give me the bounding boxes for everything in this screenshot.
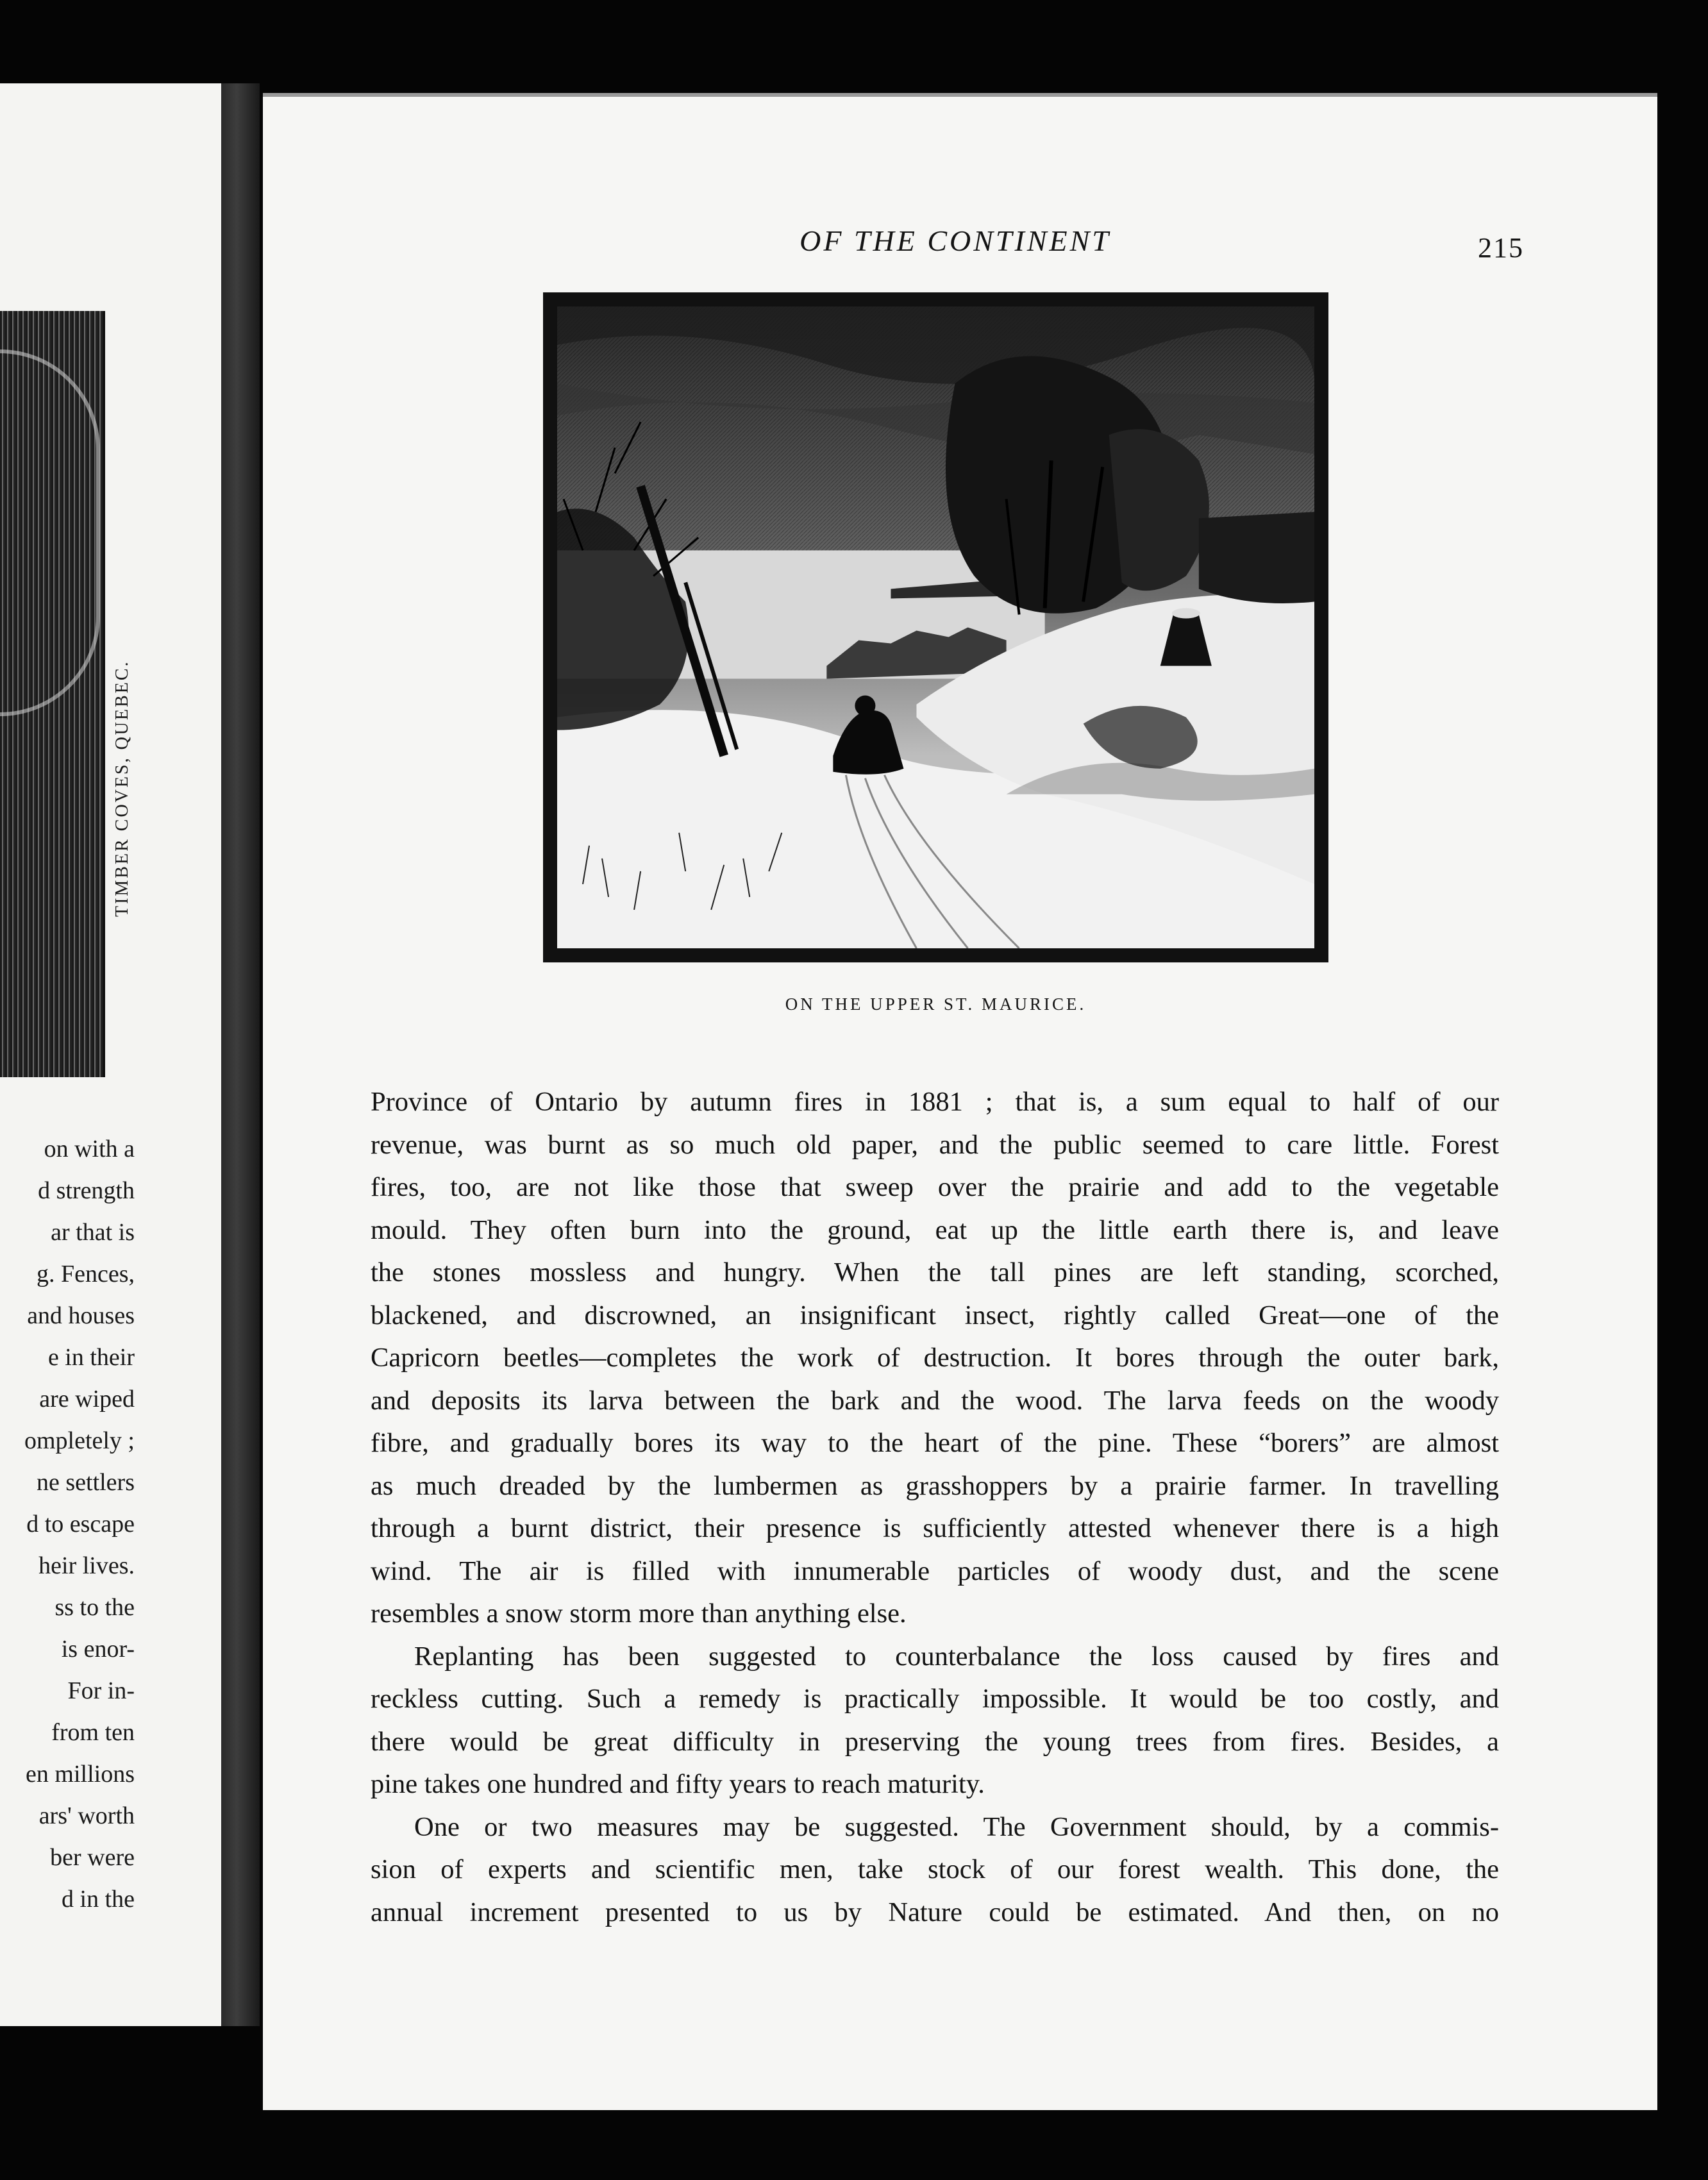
text-line: through a burnt district, their presence is sufficiently attested whenever there is a high [371,1513,1499,1543]
previous-page-line: For in- [67,1677,135,1704]
previous-page-line: d to escape [26,1511,135,1538]
previous-page-text [0,1128,135,1920]
text-line: the stones mossless and hungry. When the tall pines are left standing, scorched, [371,1257,1499,1287]
text-line: mould. They often burn into the ground, eat up the little earth there is, and leave [371,1214,1499,1245]
previous-page-line: ars' worth [38,1802,135,1829]
text-line: resembles a snow storm more than anything else. [371,1598,907,1629]
previous-page-line: g. Fences, [36,1261,135,1287]
previous-page-line: e in their [47,1344,135,1371]
previous-page-line: d strength [38,1177,135,1204]
text-line: pine takes one hundred and fifty years to reach maturity. [371,1769,985,1799]
text-line: and deposits its larva between the bark and the wood. The larva feeds on the woody [371,1385,1499,1416]
previous-page-line: ss to the [54,1594,135,1621]
previous-page-line: ompletely ; [24,1427,135,1454]
illustration-caption: ON THE UPPER ST. MAURICE. [785,994,1087,1014]
book-spine [221,83,260,2026]
text-line: blackened, and discrowned, an insignificant insect, rightly called Great—one of the [371,1300,1499,1330]
text-line: fibre, and gradually bores its way to the heart of the pine. These “borers” are almost [371,1428,1499,1458]
previous-page-line: ber were [50,1844,135,1871]
previous-page-line: on with a [44,1136,135,1162]
previous-page-line: d in the [62,1886,135,1913]
previous-page-line: en millions [26,1761,135,1788]
text-line: revenue, was burnt as so much old paper, and the public seemed to care little. Forest [371,1129,1499,1160]
paragraph [371,1081,1499,1636]
text-line: Capricorn beetles—completes the work of destruction. It bores through the outer bark, [371,1343,1499,1373]
previous-page-line: ar that is [51,1219,135,1246]
plate-caption: TIMBER COVES, QUEBEC. [112,660,132,918]
text-line: reckless cutting. Such a remedy is practically impossible. It would be too costly, and [371,1684,1499,1714]
upper-st-maurice-engraving [543,292,1328,962]
page-number: 215 [1478,232,1524,264]
text-line: sion of experts and scientific men, take stock of our forest wealth. This done, the [371,1854,1499,1884]
previous-page-line: from ten [51,1719,135,1746]
page-215 [263,93,1657,2110]
text-line: Replanting has been suggested to counterbalance the loss caused by fires and [414,1641,1499,1672]
text-line: there would be great difficulty in preserving the young trees from fires. Besides, a [371,1726,1499,1757]
text-line: as much dreaded by the lumbermen as grasshoppers by a prairie farmer. In travelling [371,1470,1499,1501]
text-line: fires, too, are not like those that sweep over the prairie and add to the vegetable [371,1172,1499,1202]
previous-page-fragment [0,83,221,2026]
paragraph [371,1636,1499,1806]
text-line: annual increment presented to us by Nature could be estimated. And then, on no [371,1897,1499,1927]
text-line: One or two measures may be suggested. The Government should, by a commis- [414,1811,1499,1842]
previous-page-line: is enor- [61,1636,135,1663]
running-head: OF THE CONTINENT [800,224,1111,257]
paragraph [371,1806,1499,1934]
previous-page-line: are wiped [39,1386,135,1413]
text-line: Province of Ontario by autumn fires in 1881 ; that is, a sum equal to half of our [371,1087,1499,1117]
previous-page-line: ne settlers [36,1469,135,1496]
text-line: wind. The air is filled with innumerable particles of woody dust, and the scene [371,1555,1499,1586]
previous-page-line: and houses [27,1302,135,1329]
body-text [371,1081,1499,1934]
previous-page-line: heir lives. [38,1552,135,1579]
timber-coves-engraving [0,311,105,1077]
winter-landscape-illustration [557,306,1314,948]
